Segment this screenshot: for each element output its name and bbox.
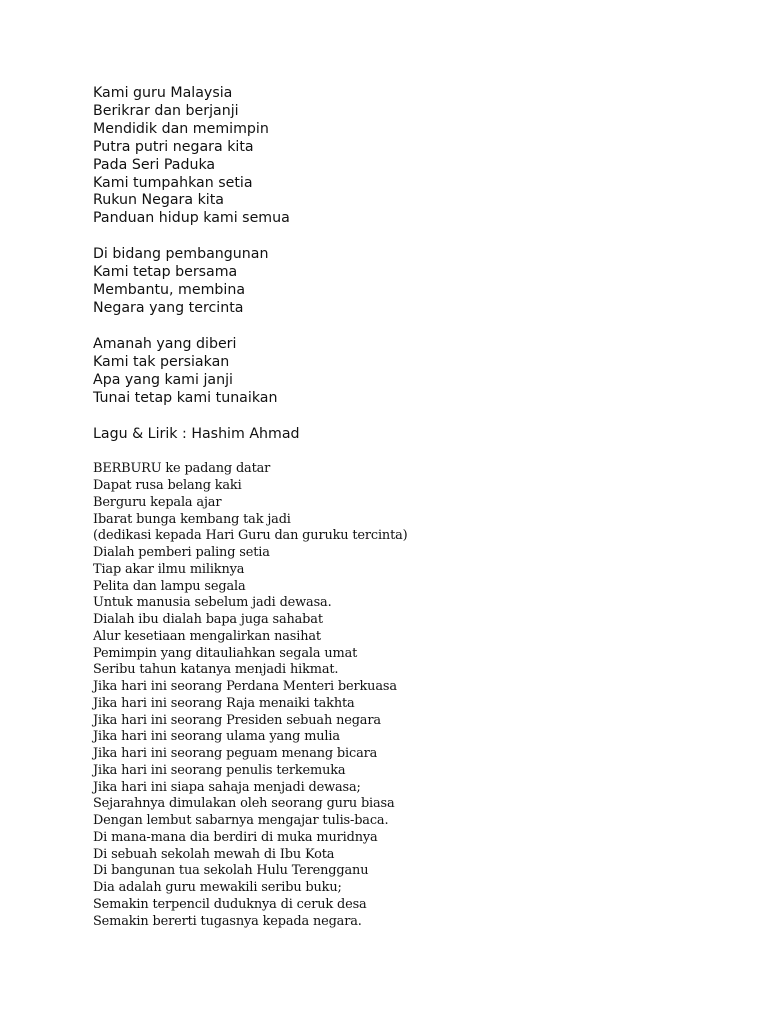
lyric-line: Amanah yang diberi [93, 335, 237, 352]
poem-line: Jika hari ini seorang Presiden sebuah negara [93, 712, 381, 728]
poem-line: Di sebuah sekolah mewah di Ibu Kota [93, 846, 335, 862]
poem-line: Dengan lembut sabarnya mengajar tulis-baca. [93, 813, 389, 829]
stanza-2 [93, 246, 733, 318]
stanza-3 [93, 336, 733, 408]
poem [93, 461, 733, 930]
poem-line: Sejarahnya dimulakan oleh seorang guru biasa [93, 796, 395, 812]
lyric-line: Apa yang kami janji [93, 371, 233, 388]
poem-line: Jika hari ini seorang Raja menaiki takhta [93, 695, 355, 711]
lyric-line: Kami tumpahkan setia [93, 174, 253, 191]
poem-line: Jika hari ini seorang Perdana Menteri berkuasa [93, 679, 397, 695]
poem-line: Dapat rusa belang kaki [93, 478, 242, 494]
poem-line: Seribu tahun katanya menjadi hikmat. [93, 662, 339, 678]
stanza-spacer [93, 408, 733, 426]
poem-line: Semakin bererti tugasnya kepada negara. [93, 913, 362, 929]
lyric-line: Panduan hidup kami semua [93, 210, 290, 227]
poem-line: Berguru kepala ajar [93, 494, 222, 510]
lyric-line: Di bidang pembangunan [93, 246, 269, 263]
lyric-line: Kami tetap bersama [93, 264, 238, 281]
song-lyrics [93, 85, 733, 443]
poem-line: Di mana-mana dia berdiri di muka muridnya [93, 829, 378, 845]
poem-line: Pemimpin yang ditauliahkan segala umat [93, 645, 358, 661]
song-credit: Lagu & Lirik : Hashim Ahmad [93, 425, 300, 442]
poem-line: Dia adalah guru mewakili seribu buku; [93, 880, 342, 896]
stanza-1 [93, 85, 733, 228]
poem-line: Ibarat bunga kembang tak jadi [93, 511, 291, 527]
poem-line: Jika hari ini seorang ulama yang mulia [93, 729, 340, 745]
poem-line: Alur kesetiaan mengalirkan nasihat [93, 628, 321, 644]
lyric-line: Negara yang tercinta [93, 299, 244, 316]
lyric-line: Kami guru Malaysia [93, 85, 233, 101]
poem-line: Jika hari ini seorang peguam menang bicara [93, 746, 378, 762]
poem-line: Semakin terpencil duduknya di ceruk desa [93, 896, 367, 912]
poem-line: Jika hari ini seorang penulis terkemuka [93, 762, 346, 778]
poem-line: Untuk manusia sebelum jadi dewasa. [93, 595, 332, 611]
poem-line: Jika hari ini siapa sahaja menjadi dewasa; [93, 779, 361, 795]
lyric-line: Rukun Negara kita [93, 192, 224, 209]
poem-line: BERBURU ke padang datar [93, 461, 271, 477]
lyric-line: Kami tak persiakan [93, 353, 230, 370]
lyric-line: Putra putri negara kita [93, 138, 254, 155]
lyric-line: Membantu, membina [93, 282, 246, 299]
poem-line: (dedikasi kepada Hari Guru dan guruku tercinta) [93, 528, 408, 544]
lyric-line: Mendidik dan memimpin [93, 120, 269, 137]
poem-line: Di bangunan tua sekolah Hulu Terengganu [93, 863, 369, 879]
document-page [93, 85, 733, 930]
lyric-line: Berikrar dan berjanji [93, 102, 239, 119]
stanza-spacer [93, 228, 733, 246]
poem-line: Tiap akar ilmu miliknya [93, 561, 245, 577]
stanza-spacer [93, 318, 733, 336]
poem-line: Pelita dan lampu segala [93, 578, 246, 594]
poem-line: Dialah pemberi paling setia [93, 545, 270, 561]
lyric-line: Tunai tetap kami tunaikan [93, 389, 278, 406]
poem-line: Dialah ibu dialah bapa juga sahabat [93, 612, 323, 628]
lyric-line: Pada Seri Paduka [93, 156, 216, 173]
